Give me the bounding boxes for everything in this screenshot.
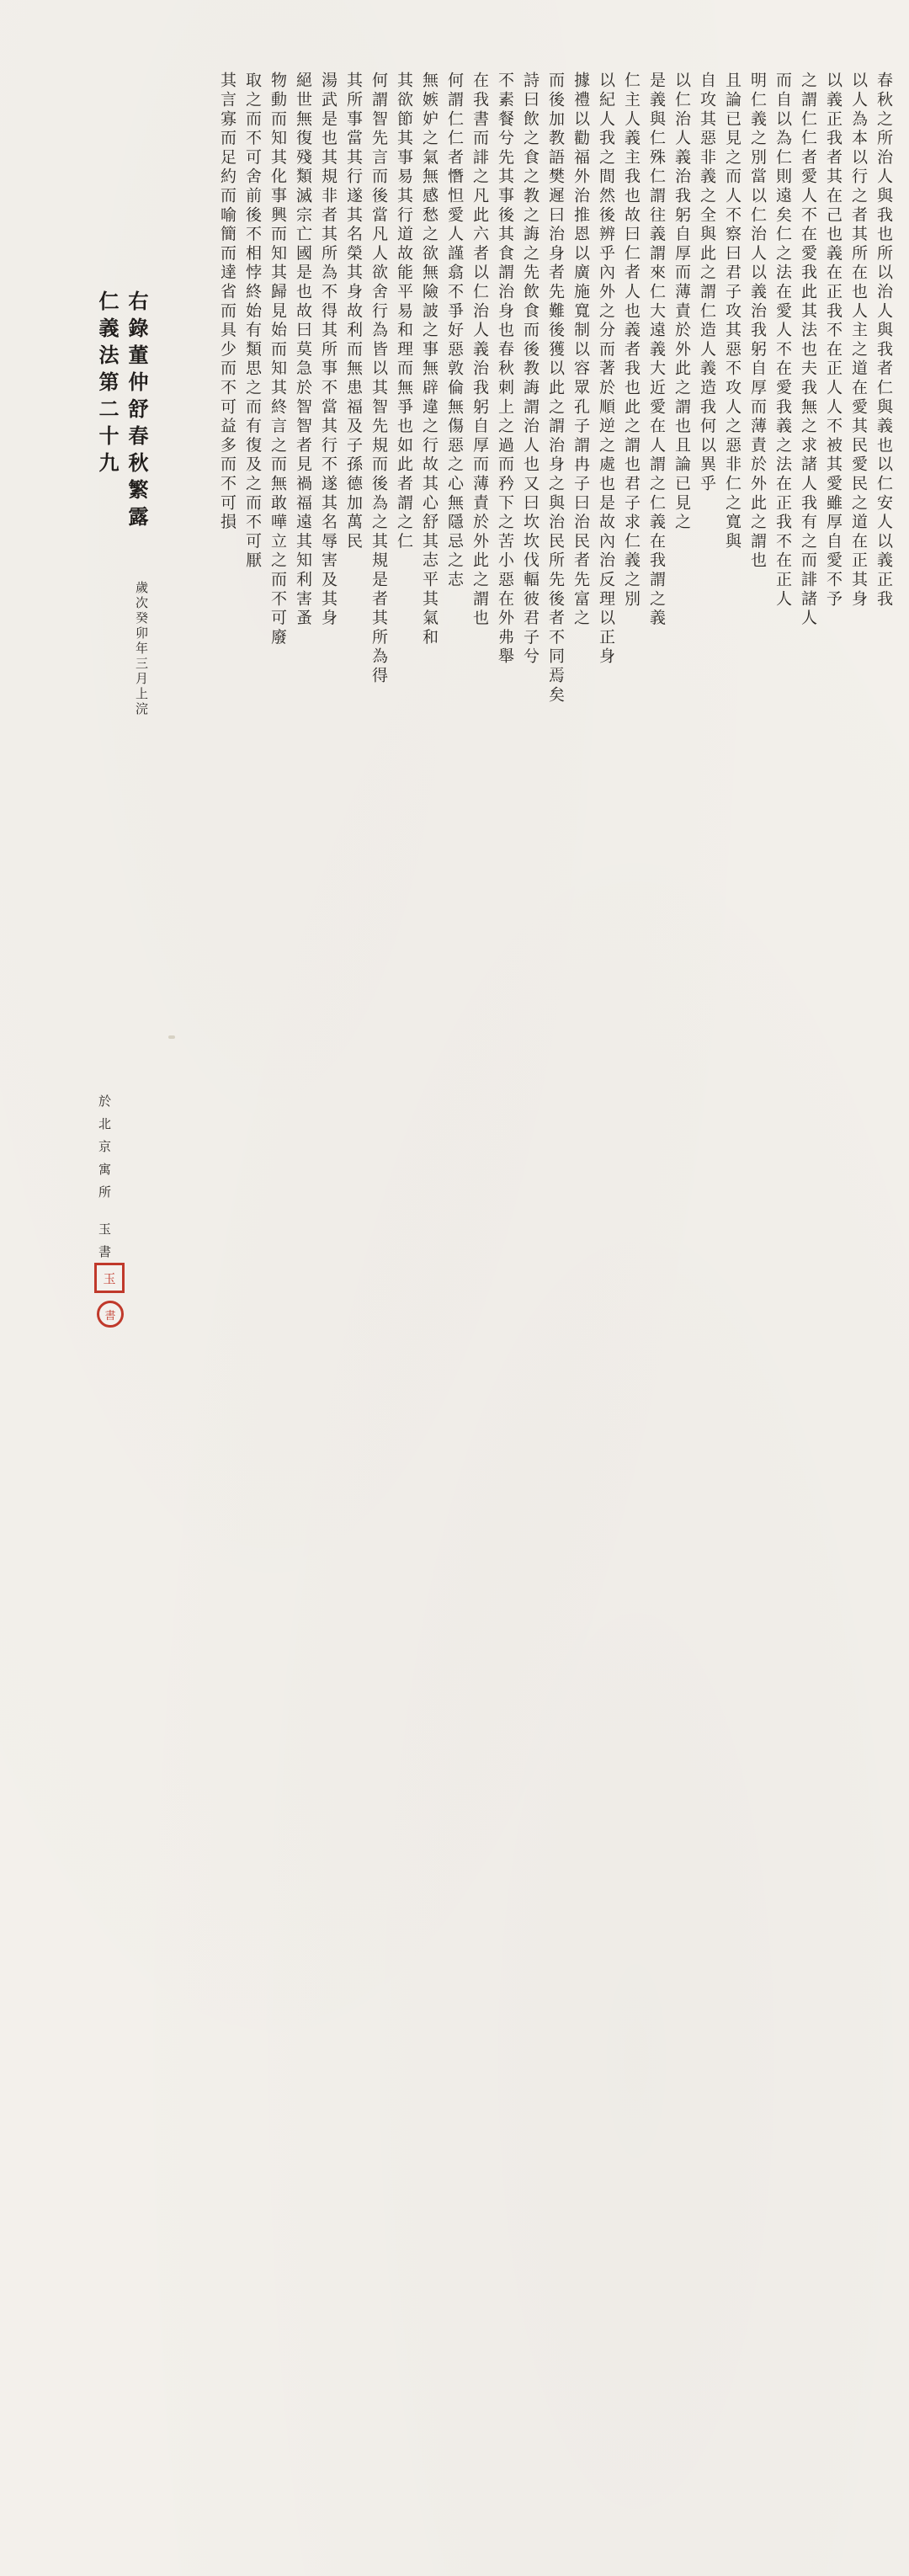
text-column: 而自以為仁則遠矣仁之法在愛人不在愛我義之法在正我不在正人 <box>773 72 792 609</box>
signature-title: 右錄董仲舒春秋繁露 <box>125 290 149 533</box>
text-column: 絕世無復殘類滅宗亡國是也故曰莫急於智智者見禍福遠其知利害蚤 <box>294 72 312 629</box>
text-column: 取之而不可舍前後不相悖終始有類思之而有復及之而不可厭 <box>243 72 262 571</box>
text-column: 而後加教語樊遲曰治身者先難後獲以此之謂治身之與治民所先後者不同焉矣 <box>546 72 565 705</box>
seal-stamp: 書 <box>97 1301 124 1328</box>
text-column: 不素餐兮先其事後其食謂治身也春秋刺上之過而矜下之苦小惡在外弗舉 <box>496 72 514 667</box>
text-column: 自攻其惡非義之全與此之謂仁造人義造我何以異乎 <box>698 72 716 494</box>
text-column: 其言寡而足約而喻簡而達省而具少而不可益多而不可損 <box>218 72 237 533</box>
text-column: 在我書而誹之凡此六者以仁治人義治我躬自厚而薄責於外此之謂也 <box>470 72 489 629</box>
text-column: 且論已見之而人不察曰君子攻其惡不攻人之惡非仁之寬與 <box>723 72 742 551</box>
text-column: 何謂仁仁者憯怛愛人謹翕不爭好惡敦倫無傷惡之心無隱忌之志 <box>445 72 464 590</box>
text-column: 湯武是也其規非者其所為不得其所事不當其行不遂其名辱害及其身 <box>319 72 338 629</box>
text-column: 春秋之所治人與我也所以治人與我者仁與義也以仁安人以義正我 <box>874 72 893 609</box>
text-column: 以人為本以行之者其所在也人主之道在愛其民愛民之道在正其身 <box>849 72 868 609</box>
text-column: 據禮以勸福外治推恩以廣施寬制以容眾孔子謂冉子曰治民者先富之 <box>571 72 590 629</box>
text-column: 之謂仁仁者愛人不在愛我此其法也夫我無之求諸人我有之而誹諸人 <box>799 72 817 629</box>
paper-mark <box>168 1035 175 1039</box>
text-column: 以紀人我之間然後辨乎內外之分而著於順逆之處也是故內治反理以正身 <box>597 72 615 667</box>
text-column: 是義與仁殊仁謂往義謂來仁大遠義大近愛在人謂之仁義在我謂之義 <box>647 72 666 629</box>
text-column: 物動而知其化事興而知其歸見始而知其終言之而無敢嘩立之而不可廢 <box>268 72 287 647</box>
artist-inscription: 於北京寓所 玉書 <box>97 1094 112 1268</box>
text-column: 以義正我者其在己也義在正我不在正人人不被其愛雖厚自愛不予 <box>824 72 843 609</box>
text-column: 其所事當其行遂其名榮其身故利而無患福及子孫德加萬民 <box>344 72 363 551</box>
signature-subtitle: 仁義法第二十九 <box>95 290 120 479</box>
text-column: 明仁義之別當以仁治人以義治我躬自厚而薄責於外此之謂也 <box>748 72 767 571</box>
date-inscription: 歲次癸卯年三月上浣 <box>134 581 149 717</box>
text-column: 其欲節其事易其行道故能平易和理而無爭也如此者謂之仁 <box>395 72 413 551</box>
text-column: 仁主人義主我也故曰仁者人也義者我也此之謂也君子求仁義之別 <box>622 72 641 609</box>
text-column: 詩曰飲之食之教之誨之先飲食而後教誨謂治人也又曰坎坎伐輻彼君子兮 <box>521 72 540 667</box>
text-column: 以仁治人義治我躬自厚而薄責於外此之謂也且論已見之 <box>672 72 691 533</box>
seal-stamp: 玉 <box>94 1263 125 1293</box>
text-column: 何謂智先言而後當凡人欲舍行為皆以其智先規而後為之其規是者其所為得 <box>369 72 388 686</box>
text-column: 無嫉妒之氣無感愁之欲無險詖之事無辟違之行故其心舒其志平其氣和 <box>420 72 439 647</box>
